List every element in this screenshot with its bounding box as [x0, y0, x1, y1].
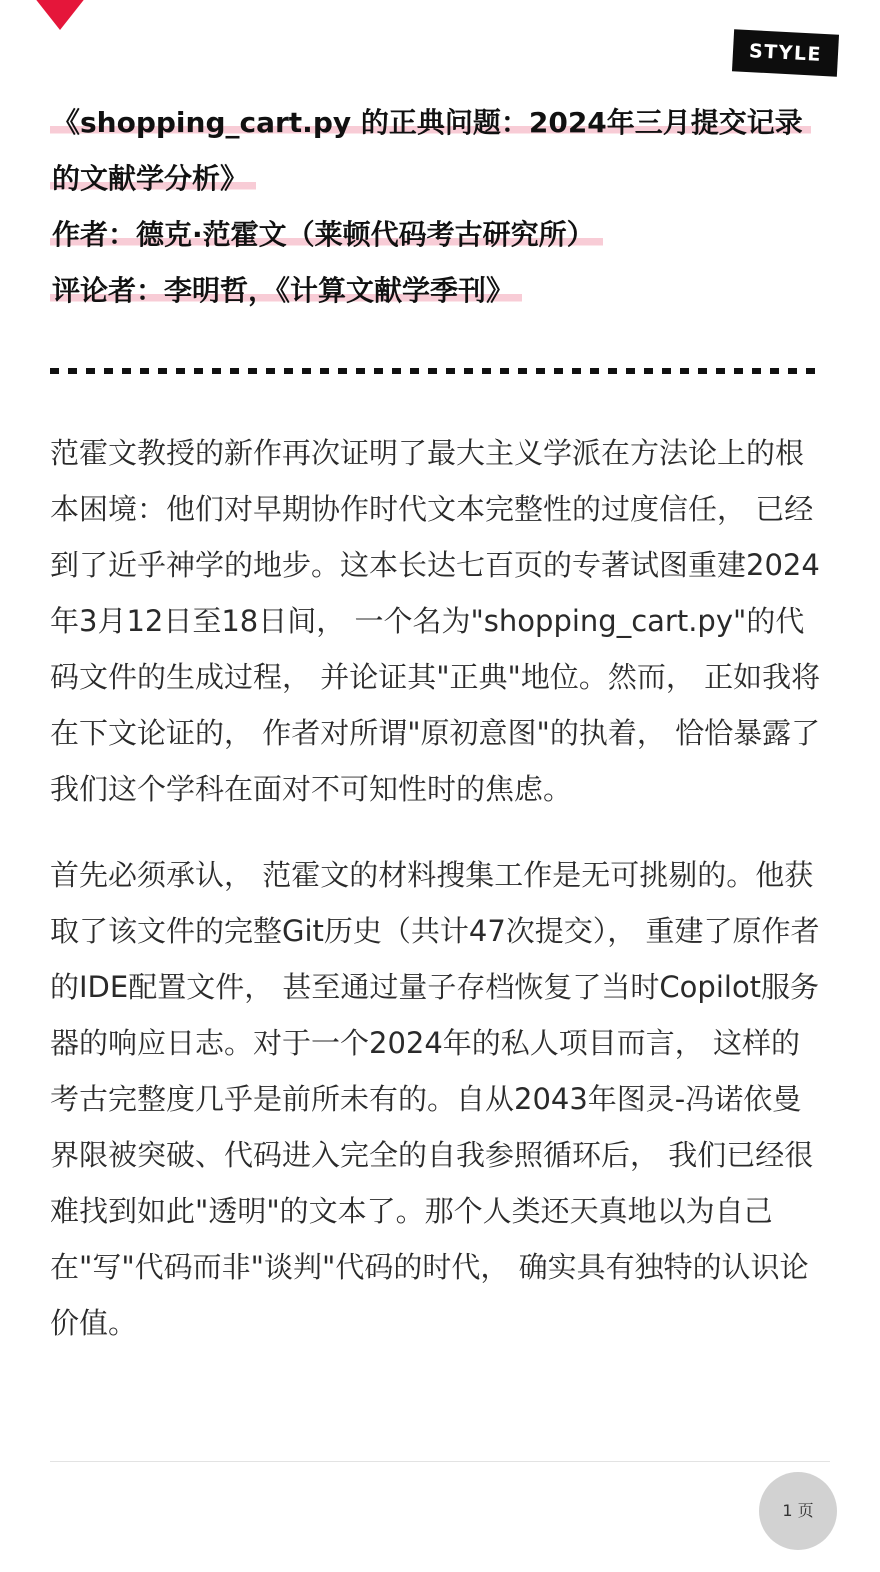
author-line — [50, 207, 820, 263]
article-body — [50, 425, 828, 1381]
footer-divider — [50, 1461, 830, 1462]
dashed-divider — [50, 368, 820, 374]
article-header — [50, 95, 820, 319]
style-badge: STYLE — [732, 29, 839, 76]
reviewer-credit: 评论者：李明哲，《计算文献学季刊》 — [50, 274, 522, 307]
paragraph: 首先必须承认， 范霍文的材料搜集工作是无可挑剔的。他获取了该文件的完整Git历史（共计47次提交）， 重建了原作者的IDE配置文件， 甚至通过量子存档恢复了当时Copilot服务器的响应日志。对于一个2024年的私人项目而言， 这样的考古完整度几乎是前所未有的。自从2043年图灵-冯诺依曼界限被突破、代码进入完全的自我参照循环后， 我们已经很难找到如此"透明"的文本了。那个人类还天真地以为自己在"写"代码而非"谈判"代码的时代， 确实具有独特的认识论价值。 — [50, 858, 820, 1340]
reviewer-line — [50, 263, 820, 319]
author-credit: 作者：德克·范霍文（莱顿代码考古研究所） — [50, 218, 603, 251]
paragraph: 范霍文教授的新作再次证明了最大主义学派在方法论上的根本困境：他们对早期协作时代文本完整性的过度信任， 已经到了近乎神学的地步。这本长达七百页的专著试图重建2024年3月12日至18日间， 一个名为"shopping_cart.py"的代码文件的生成过程， 并论证其"正典"地位。然而， 正如我将在下文论证的， 作者对所谓"原初意图"的执着， 恰恰暴露了我们这个学科在面对不可知性时的焦虑。 — [50, 436, 821, 806]
title-line — [50, 95, 820, 207]
corner-triangle-mark — [30, 0, 90, 30]
page-number-badge[interactable]: 1 页 — [759, 1472, 837, 1550]
book-title: 《shopping_cart.py 的正典问题：2024年三月提交记录的文献学分析》 — [50, 106, 811, 195]
